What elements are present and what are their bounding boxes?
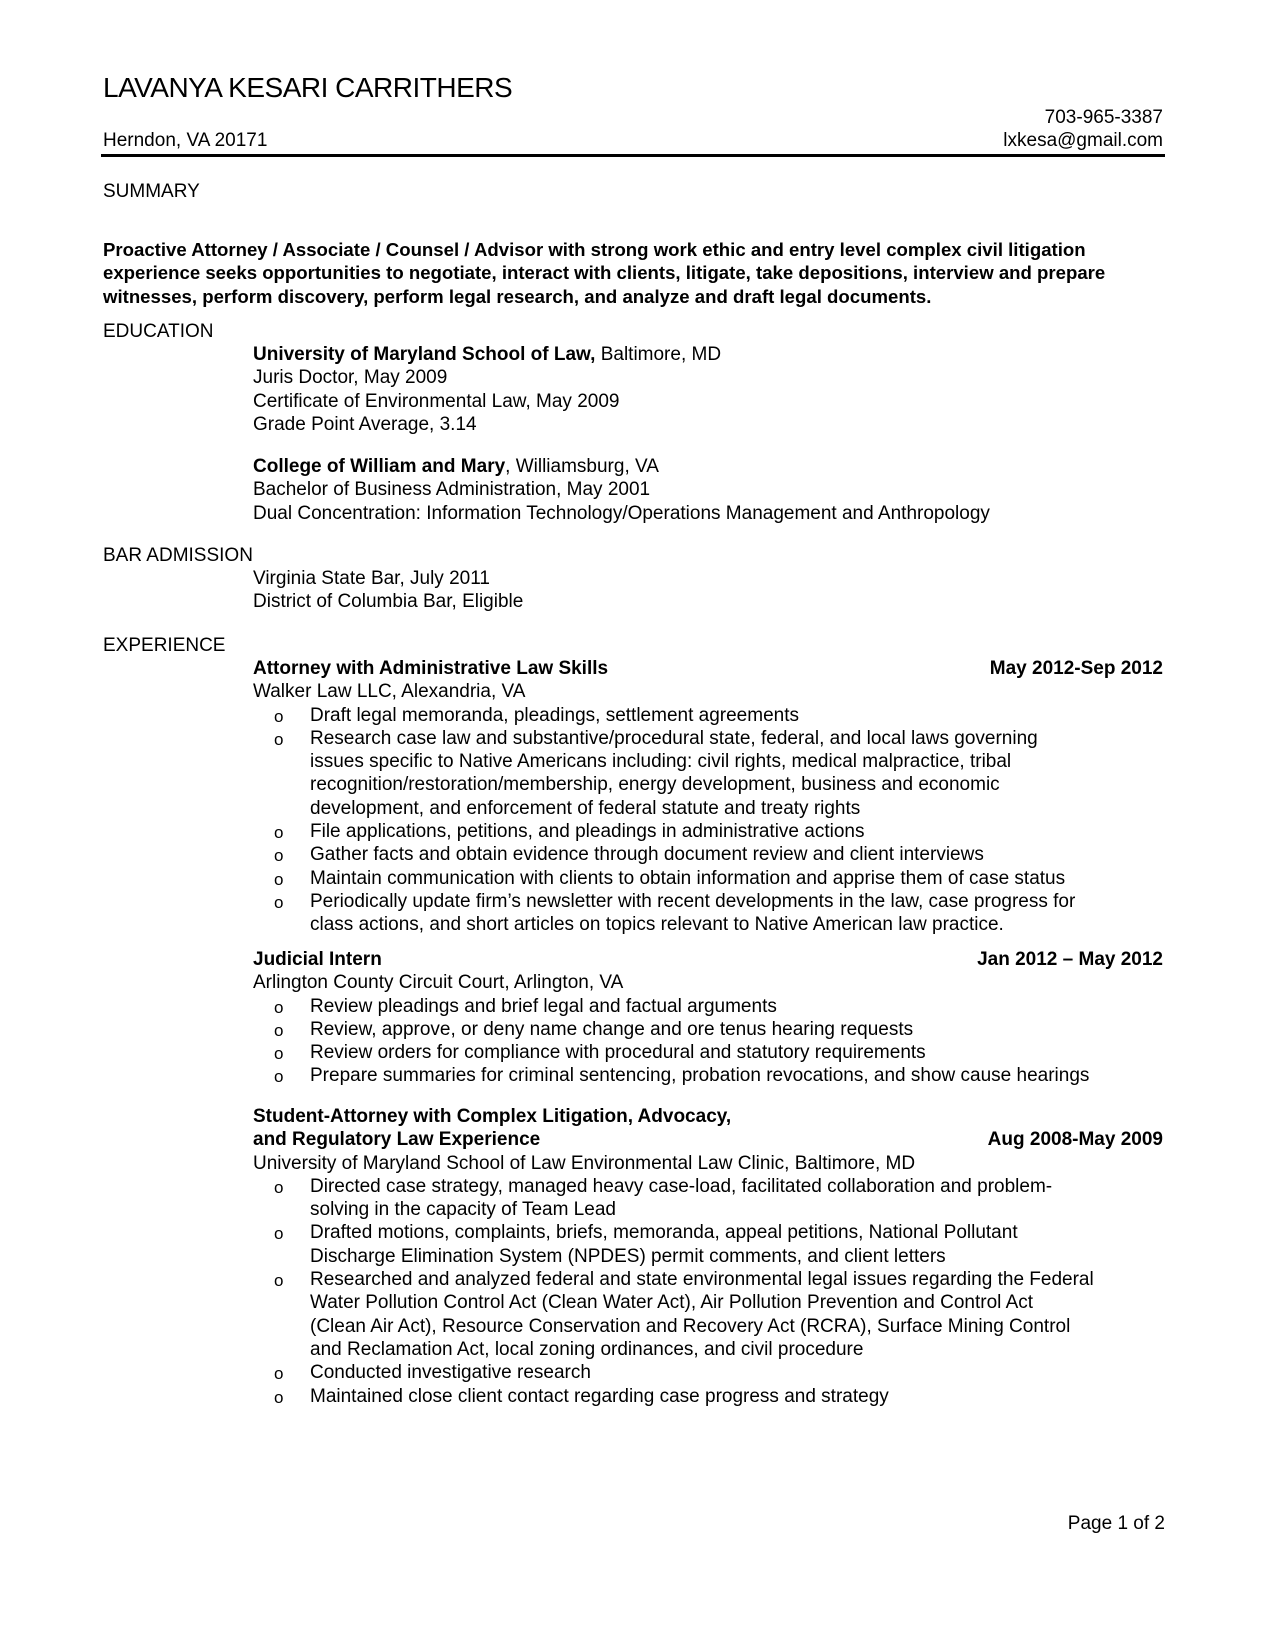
job-entry-3	[253, 1105, 1163, 1408]
bullet-icon: o	[274, 997, 284, 1017]
degree-line: Juris Doctor, May 2009	[253, 367, 448, 389]
job-duties	[253, 1175, 1163, 1408]
page-number: Page 1 of 2	[1067, 1513, 1165, 1534]
bullet-icon: o	[274, 892, 284, 912]
job-organization: Walker Law LLC, Alexandria, VA	[253, 681, 526, 703]
duty-item: o Maintained close client contact regarding case progress and strategy	[253, 1385, 1163, 1408]
duty-item: o Directed case strategy, managed heavy case-load, facilitated collaboration and problem- solving in the capacity of Team Lead	[274, 1175, 1053, 1221]
duty-item: o Prepare summaries for criminal sentencing, probation revocations, and show cause hearings	[253, 1064, 1163, 1087]
bullet-icon: o	[274, 846, 284, 866]
contact-info	[1003, 106, 1163, 152]
bar-admission-heading: BAR ADMISSION	[103, 545, 253, 566]
duty-item: o Researched and analyzed federal and state environmental legal issues regarding the Federal Water Pollution Control Act (Clean Water Act), Air Pollution Prevention and Control Act (Clean Air Act), Resource Conservation and Recovery Act (RCRA), Surface Mining Control and Reclamation Act, local zoning ordinances, and civil procedure	[274, 1269, 1094, 1360]
job-title: Attorney with Administrative Law Skills	[253, 658, 609, 679]
job-organization: University of Maryland School of Law Environmental Law Clinic, Baltimore, MD	[253, 1152, 916, 1174]
job-title: Judicial Intern	[253, 949, 382, 970]
header-divider	[101, 154, 1165, 157]
duty-item: o Gather facts and obtain evidence through document review and client interviews	[253, 843, 1163, 866]
experience-heading: EXPERIENCE	[103, 635, 226, 656]
education-school-1	[253, 343, 1163, 436]
duty-item: o Research case law and substantive/procedural state, federal, and local laws governing issues specific to Native Americans including: civil rights, medical malpractice, tribal recognition/restoration/membership, energy development, business and economic development, and enforcement of federal statute and treaty rights	[274, 727, 1038, 819]
job-dates: Jan 2012 – May 2012	[977, 949, 1163, 970]
school-name: University of Maryland School of Law,	[253, 344, 596, 365]
bullet-icon: o	[274, 1224, 284, 1244]
candidate-name: LAVANYA KESARI CARRITHERS	[103, 72, 513, 103]
duty-item: o Periodically update firm’s newsletter with recent developments in the law, case progress for class actions, and short articles on topics relevant to Native American law practice.	[274, 890, 1076, 936]
summary-heading: SUMMARY	[103, 181, 200, 202]
bullet-icon: o	[274, 1271, 284, 1291]
bullet-icon: o	[274, 1044, 284, 1064]
bullet-icon: o	[274, 869, 284, 889]
bullet-icon: o	[274, 1020, 284, 1040]
concentration-line: Dual Concentration: Information Technology/Operations Management and Anthropology	[253, 502, 990, 524]
school-location: , Williamsburg, VA	[505, 456, 659, 477]
duty-item: o Conducted investigative research	[253, 1361, 1163, 1384]
bullet-icon: o	[274, 1177, 284, 1197]
school-location: Baltimore, MD	[595, 344, 722, 365]
email-address: lxkesa@gmail.com	[1003, 130, 1163, 151]
bar-admission-list	[253, 567, 1163, 614]
duty-item: o Review pleadings and brief legal and factual arguments	[253, 995, 1163, 1018]
job-title: and Regulatory Law Experience	[253, 1129, 541, 1151]
duty-item: o Review, approve, or deny name change and ore tenus hearing requests	[253, 1018, 1163, 1041]
job-entry-1	[253, 657, 1163, 937]
education-heading: EDUCATION	[103, 321, 214, 342]
job-duties	[253, 704, 1163, 937]
bar-admission-item: District of Columbia Bar, Eligible	[253, 591, 524, 613]
job-dates: Aug 2008-May 2009	[987, 1129, 1163, 1151]
bullet-icon: o	[274, 706, 284, 726]
job-entry-2	[253, 948, 1163, 1088]
duty-item: o Drafted motions, complaints, briefs, memoranda, appeal petitions, National Pollutant Discharge Elimination System (NPDES) permit comments, and client letters	[274, 1222, 1018, 1267]
bullet-icon: o	[274, 1364, 284, 1384]
job-duties	[253, 995, 1163, 1088]
degree-line: Bachelor of Business Administration, May 2001	[253, 479, 651, 501]
certificate-line: Certificate of Environmental Law, May 2009	[253, 390, 620, 412]
job-organization: Arlington County Circuit Court, Arlington, VA	[253, 972, 624, 994]
school-name: College of William and Mary	[253, 456, 506, 477]
duty-item: o File applications, petitions, and pleadings in administrative actions	[253, 820, 1163, 843]
job-dates: May 2012-Sep 2012	[989, 658, 1163, 679]
bullet-icon: o	[274, 1387, 284, 1407]
bar-admission-item: Virginia State Bar, July 2011	[253, 568, 490, 589]
job-title-line-1: Student-Attorney with Complex Litigation, Advocacy,	[253, 1106, 732, 1127]
bullet-icon: o	[274, 1067, 284, 1087]
duty-item: o Maintain communication with clients to obtain information and apprise them of case status	[253, 867, 1163, 890]
bullet-icon: o	[274, 823, 284, 843]
education-school-2	[253, 455, 1163, 525]
duty-item: o Review orders for compliance with procedural and statutory requirements	[253, 1041, 1163, 1064]
bullet-icon: o	[274, 729, 284, 749]
gpa-line: Grade Point Average, 3.14	[253, 413, 477, 435]
location: Herndon, VA 20171	[103, 130, 268, 151]
summary-text: Proactive Attorney / Associate / Counsel / Advisor with strong work ethic and entry level complex civil litigation experience seeks opportunities to negotiate, interact with clients, litigate, take depositions, interview and prepare witnesses, perform discovery, perform legal research, and analyze and draft legal documents.	[103, 239, 1106, 307]
phone-number: 703-965-3387	[1044, 107, 1163, 128]
duty-item: o Draft legal memoranda, pleadings, settlement agreements	[253, 704, 1163, 727]
